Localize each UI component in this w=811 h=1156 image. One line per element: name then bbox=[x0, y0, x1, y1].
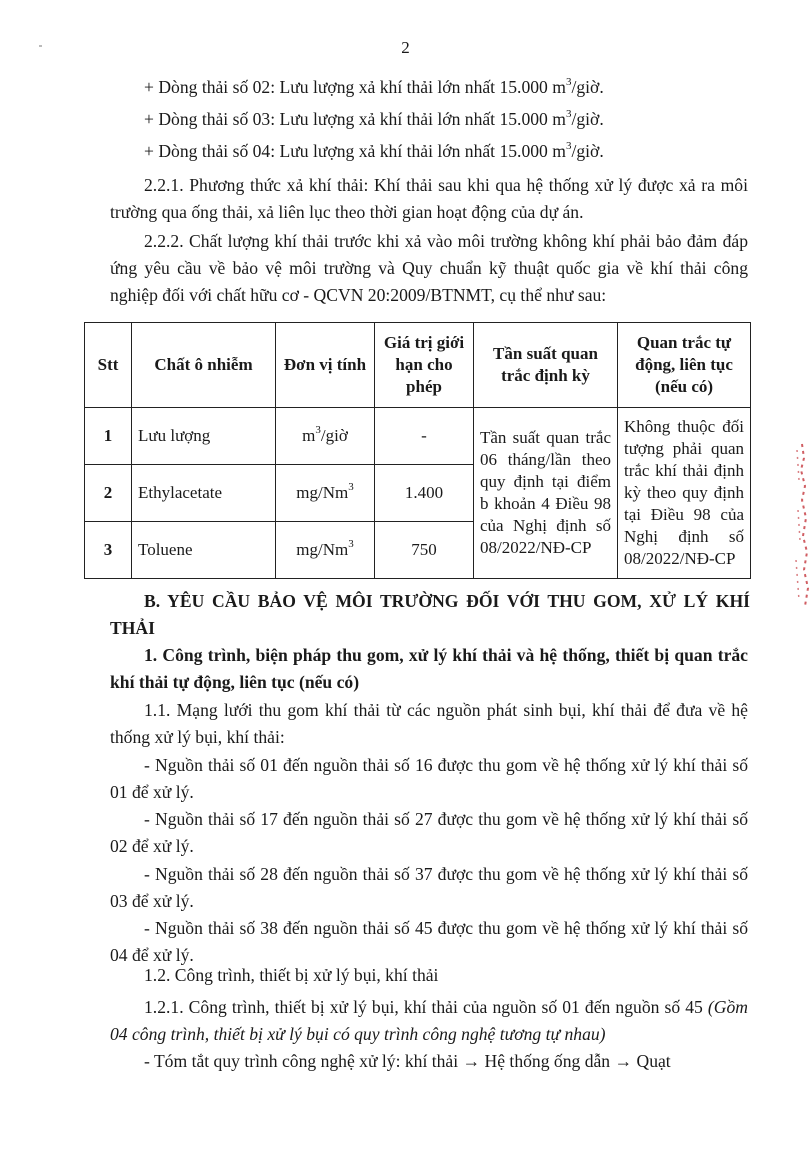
frequency-cell: Tần suất quan trắc 06 tháng/lần theo quy định tại điểm b khoản 4 Điều 98 của Nghị định số 08/2022/NĐ-CP bbox=[474, 408, 618, 579]
source-group-item: - Nguồn thải số 01 đến nguồn thải số 16 được thu gom về hệ thống xử lý khí thải số 01 để xử lý. bbox=[110, 755, 748, 802]
table-row bbox=[85, 408, 751, 465]
paragraph-2-2-1: 2.2.1. Phương thức xả khí thải: Khí thải sau khi qua hệ thống xử lý được xả ra môi trường qua ống thải, xả liên lục theo thời gian hoạt động của dự án. bbox=[110, 175, 748, 222]
header-stt: Stt bbox=[85, 323, 132, 408]
red-stamp-mark bbox=[792, 440, 811, 610]
header-pollutant: Chất ô nhiễm bbox=[132, 323, 276, 408]
table-header-row bbox=[85, 323, 751, 408]
row-pollutant: Lưu lượng bbox=[132, 408, 276, 465]
row-unit: $m^3$/giờ bbox=[276, 408, 375, 465]
row-pollutant: Toluene bbox=[132, 522, 276, 579]
flow-line-04: + Dòng thải số 04: Lưu lượng xả khí thải lớn nhất 15.000 $m^3$/giờ. bbox=[144, 140, 604, 161]
header-auto-monitoring: Quan trắc tự động, liên tục (nếu có) bbox=[618, 323, 751, 408]
header-limit: Giá trị giới hạn cho phép bbox=[375, 323, 474, 408]
paragraph-2-2-2: 2.2.2. Chất lượng khí thải trước khi xả vào môi trường không khí phải bảo đảm đáp ứng yêu cầu về bảo vệ môi trường và Quy chuẩn kỹ thuật quốc gia về khí thải công nghiệp đối với chất hữu cơ - QCVN 20:2009/BTNMT, cụ thể như sau: bbox=[110, 231, 748, 305]
source-group-item: - Nguồn thải số 28 đến nguồn thải số 37 được thu gom về hệ thống xử lý khí thải số 03 để xử lý. bbox=[110, 864, 748, 911]
emission-limits-table bbox=[84, 322, 751, 579]
scan-speck bbox=[39, 45, 42, 47]
source-group-item: - Nguồn thải số 17 đến nguồn thải số 27 được thu gom về hệ thống xử lý khí thải số 02 để xử lý. bbox=[110, 809, 748, 856]
section-1-heading: 1. Công trình, biện pháp thu gom, xử lý khí thải và hệ thống, thiết bị quan trắc khí thải tự động, liên tục (nếu có) bbox=[110, 645, 748, 692]
row-limit: - bbox=[375, 408, 474, 465]
paragraph-1-2: 1.2. Công trình, thiết bị xử lý bụi, khí thải bbox=[144, 965, 439, 985]
page-number: 2 bbox=[401, 38, 410, 57]
row-limit: 1.400 bbox=[375, 465, 474, 522]
paragraph-1-2-1: 1.2.1. Công trình, thiết bị xử lý bụi, khí thải của nguồn số 01 đến nguồn số 45 (Gồm 04 công trình, thiết bị xử lý bụi có quy trình công nghệ tương tự nhau) bbox=[110, 997, 748, 1044]
flow-line-02: + Dòng thải số 02: Lưu lượng xả khí thải lớn nhất 15.000 $m^3$/giờ. bbox=[144, 76, 604, 97]
paragraph-1-2-1-note: (Gồm 04 công trình, thiết bị xử lý bụi có quy trình công nghệ tương tự nhau) bbox=[110, 997, 748, 1044]
flow-line-03: + Dòng thải số 03: Lưu lượng xả khí thải lớn nhất 15.000 $m^3$/giờ. bbox=[144, 108, 604, 129]
row-limit: 750 bbox=[375, 522, 474, 579]
process-summary: - Tóm tắt quy trình công nghệ xử lý: khí thải → Hệ thống ống dẫn → Quạt bbox=[144, 1051, 671, 1071]
row-stt: 2 bbox=[85, 465, 132, 522]
auto-monitoring-cell: Không thuộc đối tượng phải quan trắc khí thải định kỳ theo quy định tại Điều 98 của Nghị định số 08/2022/NĐ-CP bbox=[618, 408, 751, 579]
section-b-heading: B. YÊU CẦU BẢO VỆ MÔI TRƯỜNG ĐỐI VỚI THU GOM, XỬ LÝ KHÍ THẢI bbox=[110, 591, 750, 638]
row-unit: mg/Nm$^3$ bbox=[276, 465, 375, 522]
row-stt: 1 bbox=[85, 408, 132, 465]
row-pollutant: Ethylacetate bbox=[132, 465, 276, 522]
row-unit: mg/Nm$^3$ bbox=[276, 522, 375, 579]
row-stt: 3 bbox=[85, 522, 132, 579]
header-unit: Đơn vị tính bbox=[276, 323, 375, 408]
source-group-item: - Nguồn thải số 38 đến nguồn thải số 45 được thu gom về hệ thống xử lý khí thải số 04 để xử lý. bbox=[110, 918, 748, 965]
paragraph-1-1: 1.1. Mạng lưới thu gom khí thải từ các nguồn phát sinh bụi, khí thải để đưa về hệ thống xử lý bụi, khí thải: bbox=[110, 700, 748, 747]
header-frequency: Tần suất quan trắc định kỳ bbox=[474, 323, 618, 408]
